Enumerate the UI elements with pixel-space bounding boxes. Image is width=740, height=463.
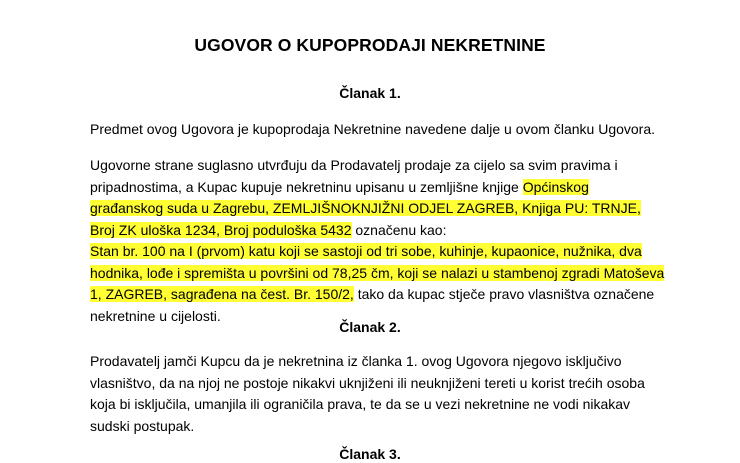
text-run: Prodavatelj jamči Kupcu da je nekretnina iz članka 1. ovog Ugovora njegovo isključivo — [90, 353, 622, 369]
text-line — [90, 241, 650, 263]
text-run: tako da kupac stječe pravo vlasništva označene — [353, 286, 655, 302]
article-2-paragraph-1 — [90, 351, 650, 437]
text-run: sudski postupak. — [90, 417, 195, 434]
text-line — [90, 155, 650, 177]
highlighted-text: 1, ZAGREB, sagrađena na čest. Br. 150/2, — [90, 286, 354, 302]
article-1-paragraph-2 — [90, 155, 650, 241]
article-3-heading: Članak 3. — [339, 446, 401, 462]
article-2-heading: Članak 2. — [339, 319, 401, 335]
article-1-paragraph-1 — [90, 119, 656, 141]
highlighted-text: Stan br. 100 na I (prvom) katu koji se sastoji od tri sobe, kuhinje, kupaonice, nužnika, dva — [90, 243, 642, 259]
text-line — [90, 177, 650, 199]
text-line — [90, 373, 650, 395]
document-title: UGOVOR O KUPOPRODAJI NEKRETNINE — [194, 35, 546, 55]
text-line — [90, 198, 650, 220]
highlighted-text: hodnika, lođe i spremišta u površini od 78,25 čm, koji se nalazi u stambenoj zgradi Matoševa — [90, 264, 665, 281]
text-run: označenu kao: — [351, 221, 447, 238]
text-line — [90, 263, 665, 285]
text-line — [90, 220, 650, 242]
text-line — [90, 284, 655, 306]
article-1-heading: Članak 1. — [339, 85, 401, 101]
text-run: nekretnine u cijelosti. — [90, 307, 221, 324]
text-run: pripadnostima, a Kupac kupuje nekretninu upisanu u zemljišne knjige — [90, 178, 523, 195]
text-line — [90, 351, 650, 373]
text-run: Predmet ovog Ugovora je kupoprodaja Nekretnine navedene dalje u ovom članku Ugovora. — [90, 121, 656, 137]
highlighted-text: Broj ZK uloška 1234, Broj poduloška 5432 — [90, 221, 352, 238]
text-run: vlasništvo, da na njoj ne postoje nikakvi uknjiženi ili neuknjiženi tereti u korist trećih osoba — [90, 374, 645, 391]
text-line — [90, 119, 656, 141]
highlighted-text: građanskog suda u Zagrebu, ZEMLJIŠNOKNJIŽNI ODJEL ZAGREB, Knjiga PU: TRNJE, — [90, 200, 641, 216]
text-line — [90, 394, 650, 416]
article-1-paragraph-3 — [90, 241, 665, 327]
highlighted-text: Općinskog — [522, 178, 589, 195]
text-run: Ugovorne strane suglasno utvrđuju da Prodavatelj prodaje za cijelo sa svim pravima i — [90, 157, 618, 173]
text-line — [90, 416, 650, 438]
text-run: koja bi isključila, umanjila ili ograničila prava, te da se u vezi nekretnine ne vodi nikakav — [90, 396, 631, 412]
